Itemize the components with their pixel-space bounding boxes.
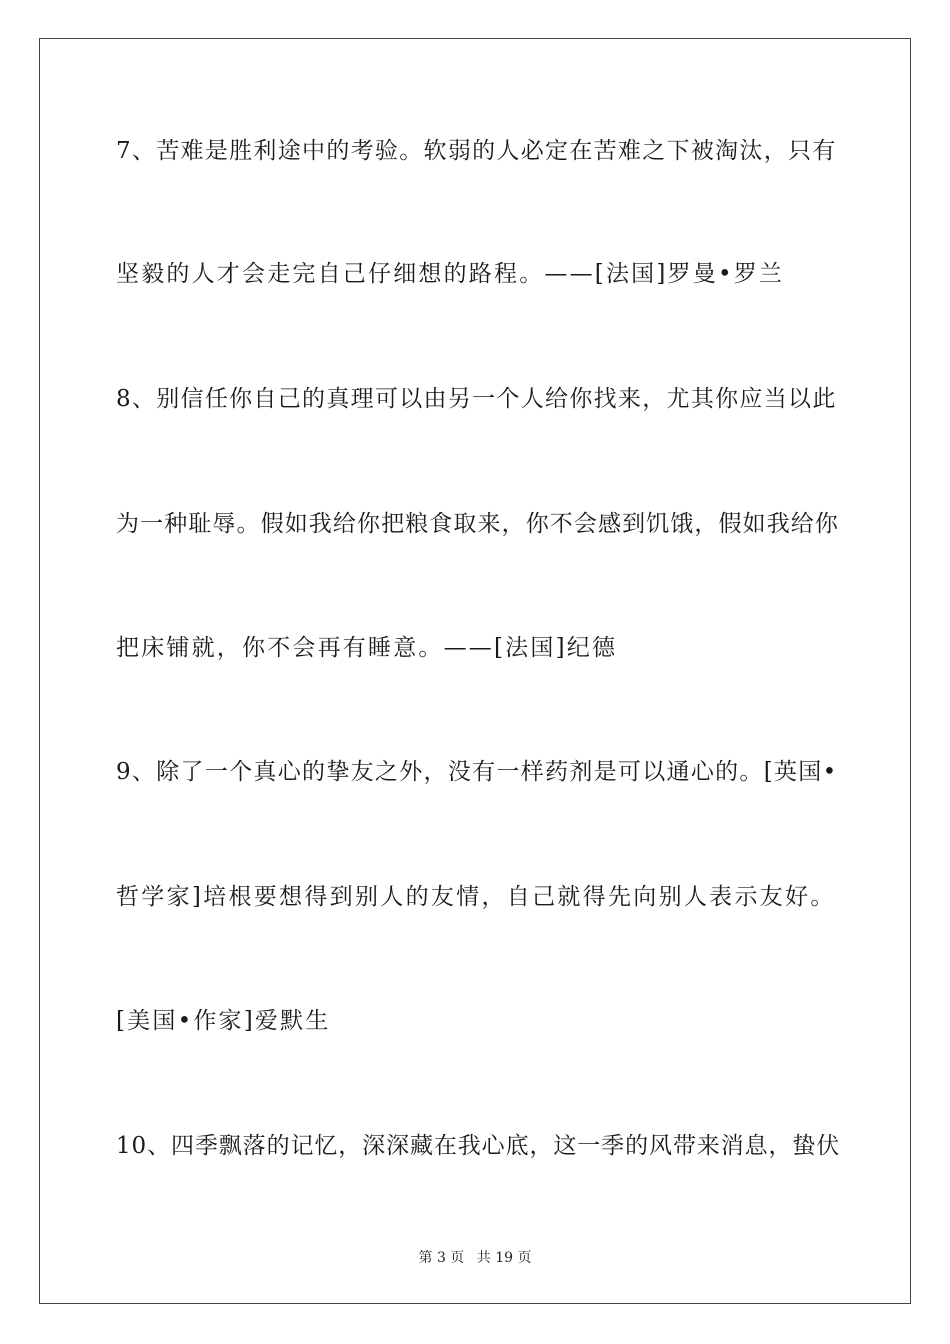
page-number: 第 3 页: [418, 1250, 465, 1266]
text-line-1: 7、苦难是胜利途中的考验。软弱的人必定在苦难之下被淘汰，只有: [116, 138, 837, 164]
text-line-9: 10、四季飘落的记忆，深深藏在我心底，这一季的风带来消息，蛰伏: [116, 1133, 841, 1159]
page-border: [39, 38, 911, 1304]
text-line-2: 坚毅的人才会走完自己仔细想的路程。——[法国]罗曼•罗兰: [116, 261, 785, 287]
text-line-3: 8、别信任你自己的真理可以由另一个人给你找来，尤其你应当以此: [116, 386, 837, 412]
text-line-6: 9、除了一个真心的挚友之外，没有一样药剂是可以通心的。[英国•: [116, 759, 838, 785]
text-line-8: [美国•作家]爱默生: [116, 1008, 331, 1034]
text-line-5: 把床铺就，你不会再有睡意。——[法国]纪德: [116, 635, 618, 661]
page-footer: [0, 1247, 950, 1267]
text-line-4: 为一种耻辱。假如我给你把粮食取来，你不会感到饥饿，假如我给你: [116, 511, 839, 537]
total-pages: 共 19 页: [476, 1250, 532, 1266]
text-line-7: 哲学家]培根要想得到别人的友情，自己就得先向别人表示友好。: [116, 884, 836, 910]
